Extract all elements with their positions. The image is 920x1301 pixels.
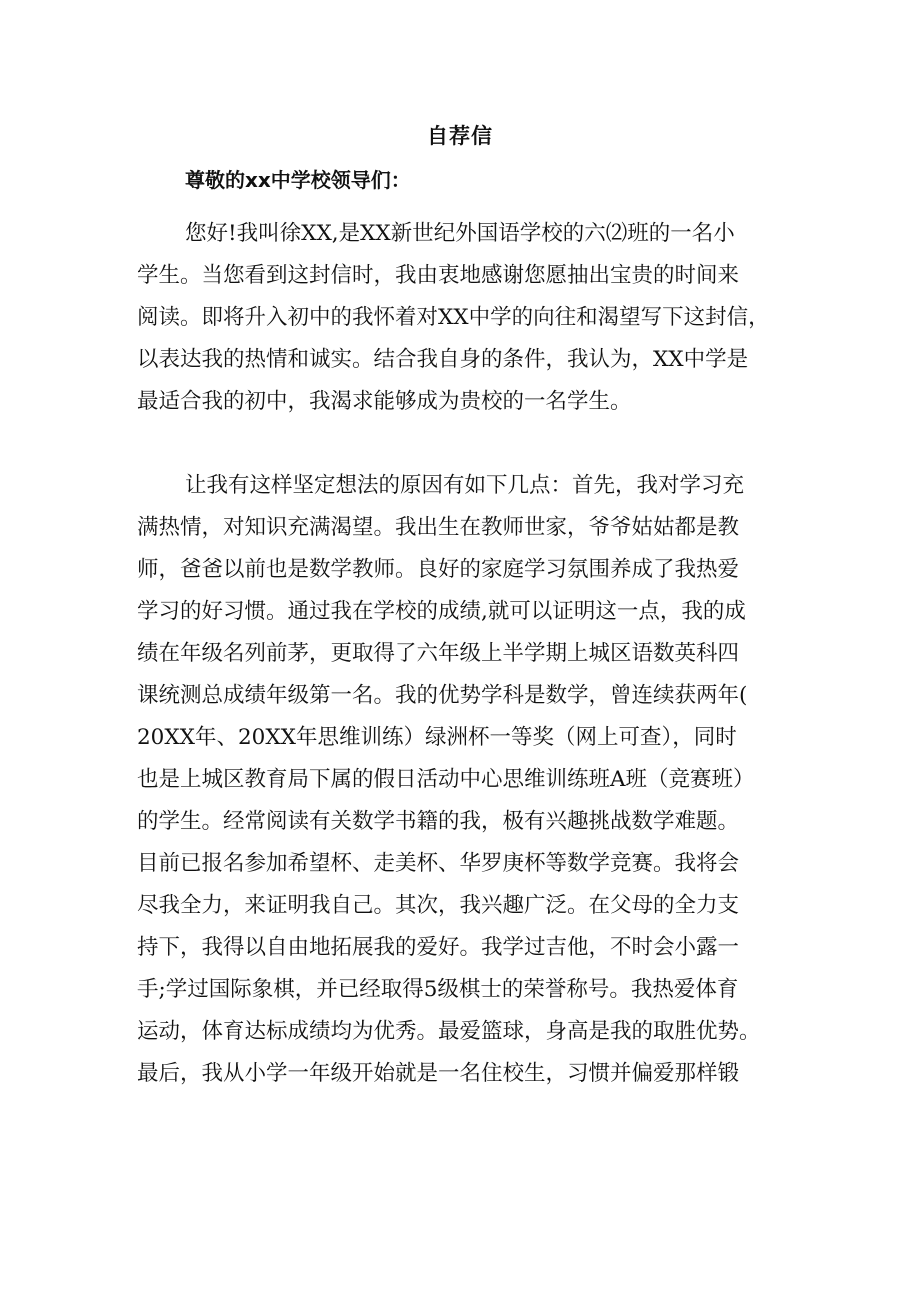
paragraph-line: 运动，体育达标成绩均为优秀。最爱篮球，身高是我的取胜优势。	[137, 1019, 761, 1044]
paragraph-line: 绩在年级名列前茅，更取得了六年级上半学期上城区语数英科四	[137, 641, 740, 666]
paragraph-line: 手;学过国际象棋，并已经取得5级棋士的荣誉称号。我热爱体育	[137, 977, 739, 1002]
salutation: 尊敬的xx中学校领导们：	[185, 168, 411, 192]
paragraph-line: 满热情，对知识充满渴望。我出生在教师世家，爷爷姑姑都是教	[137, 515, 740, 540]
letter-title: 自荐信	[427, 124, 493, 148]
paragraph-line: 阅读。即将升入初中的我怀着对XX中学的向往和渴望写下这封信，	[137, 305, 770, 330]
paragraph-line: 让我有这样坚定想法的原因有如下几点：首先，我对学习充	[185, 473, 745, 498]
paragraph-line: 师，爸爸以前也是数学教师。良好的家庭学习氛围养成了我热爱	[137, 557, 740, 582]
paragraph-line: 最适合我的初中，我渴求能够成为贵校的一名学生。	[137, 389, 632, 414]
paragraph-line: 尽我全力，来证明我自己。其次，我兴趣广泛。在父母的全力支	[137, 893, 740, 918]
paragraph-line: 学生。当您看到这封信时，我由衷地感谢您愿抽出宝贵的时间来	[137, 263, 740, 288]
paragraph-line: 持下，我得以自由地拓展我的爱好。我学过吉他，不时会小露一	[137, 935, 740, 960]
paragraph-line: 目前已报名参加希望杯、走美杯、华罗庚杯等数学竞赛。我将会	[137, 851, 740, 876]
paragraph-line: 最后，我从小学一年级开始就是一名住校生，习惯并偏爱那样锻	[137, 1061, 740, 1086]
paragraph-line: 的学生。经常阅读有关数学书籍的我，极有兴趣挑战数学难题。	[137, 809, 740, 834]
paragraph-line: 20XX年、20XX年思维训练）绿洲杯一等奖（网上可查），同时	[137, 725, 737, 750]
paragraph-line: 也是上城区教育局下属的假日活动中心思维训练班A班（竞赛班）	[137, 767, 755, 792]
paragraph-line: 以表达我的热情和诚实。结合我自身的条件，我认为，XX中学是	[137, 347, 749, 372]
paragraph-line: 您好!我叫徐XX,是XX新世纪外国语学校的六⑵班的一名小	[185, 221, 735, 246]
paragraph-line: 课统测总成绩年级第一名。我的优势学科是数学，曾连续获两年(	[137, 683, 748, 708]
paragraph-line: 学习的好习惯。通过我在学校的成绩,就可以证明这一点，我的成	[137, 599, 746, 624]
